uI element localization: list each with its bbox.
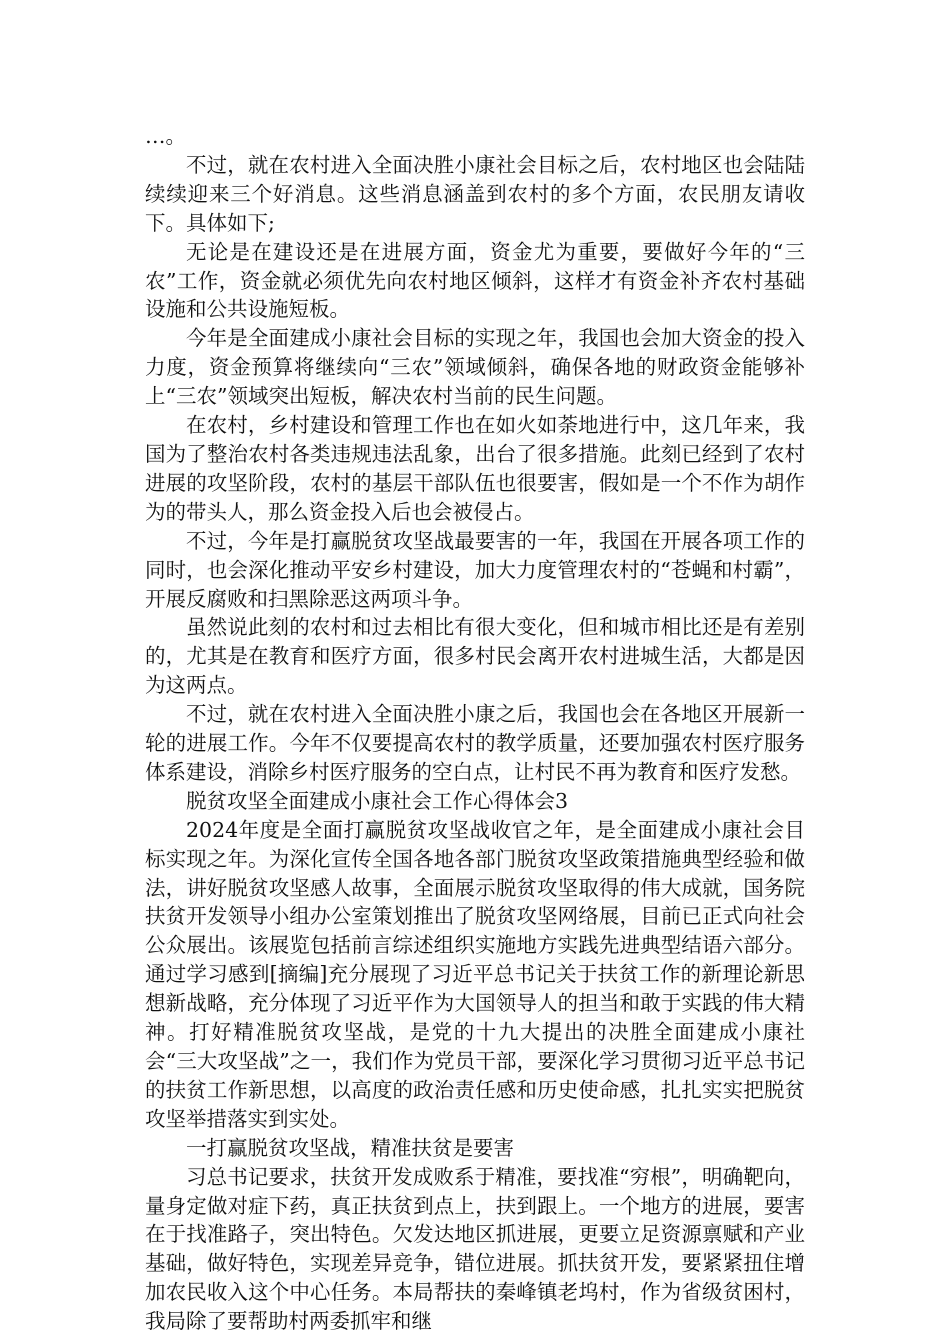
document-page bbox=[145, 122, 805, 1336]
section-heading: 脱贫攻坚全面建成小康社会工作心得体会3 bbox=[186, 788, 569, 813]
paragraph: 习总书记要求，扶贫开发成败系于精准，要找准“穷根”，明确靶向，量身定做对症下药，真正扶贫到点上，扶到跟上。一个地方的进展，要害在于找准路子，突出特色。欠发达地区抓进展，更要立足资源禀赋和产业基础，做好特色，实现差异竞争，错位进展。抓扶贫开发，要紧紧扭住增加农民收入这个中心任务。本局帮扶的秦峰镇老坞村，作为省级贫困村，我局除了要帮助村两委抓牢和继 bbox=[145, 1164, 805, 1334]
paragraph: 不过，就在农村进入全面决胜小康之后，我国也会在各地区开展新一轮的进展工作。今年不仅要提高农村的教学质量，还要加强农村医疗服务体系建设，消除乡村医疗服务的空白点，让村民不再为教育和医疗发愁。 bbox=[145, 702, 805, 784]
paragraph: 虽然说此刻的农村和过去相比有很大变化，但和城市相比还是有差别的，尤其是在教育和医疗方面，很多村民会离开农村进城生活，大都是因为这两点。 bbox=[145, 615, 805, 698]
paragraph: 不过，就在农村进入全面决胜小康社会目标之后，农村地区也会陆陆续续迎来三个好消息。这些消息涵盖到农村的多个方面，农民朋友请收下。具体如下; bbox=[145, 152, 805, 235]
paragraph: 今年是全面建成小康社会目标的实现之年，我国也会加大资金的投入力度，资金预算将继续向“三农”领域倾斜，确保各地的财政资金能够补上“三农”领域突出短板，解决农村当前的民生问题。 bbox=[145, 326, 805, 409]
paragraph: …。 bbox=[145, 124, 186, 148]
subsection-heading: 一打赢脱贫攻坚战，精准扶贫是要害 bbox=[186, 1135, 514, 1160]
paragraph: 无论是在建设还是在进展方面，资金尤为重要，要做好今年的“三农”工作，资金就必须优先向农村地区倾斜，这样才有资金补齐农村基础设施和公共设施短板。 bbox=[145, 239, 805, 322]
paragraph: 不过，今年是打赢脱贫攻坚战最要害的一年，我国在开展各项工作的同时，也会深化推动平安乡村建设，加大力度管理农村的“苍蝇和村霸”，开展反腐败和扫黑除恶这两项斗争。 bbox=[145, 528, 805, 611]
paragraph: 在农村，乡村建设和管理工作也在如火如荼地进行中，这几年来，我国为了整治农村各类违规违法乱象，出台了很多措施。此刻已经到了农村进展的攻坚阶段，农村的基层干部队伍也很要害，假如是一个不作为胡作为的带头人，那么资金投入后也会被侵占。 bbox=[145, 413, 805, 524]
paragraph: 2024年度是全面打赢脱贫攻坚战收官之年，是全面建成小康社会目标实现之年。为深化宣传全国各地各部门脱贫攻坚政策措施典型经验和做法，讲好脱贫攻坚感人故事，全面展示脱贫攻坚取得的伟大成就，国务院扶贫开发领导小组办公室策划推出了脱贫攻坚网络展，目前已正式向社会公众展出。该展览包括前言综述组织实施地方实践先进典型结语六部分。通过学习感到[摘编]充分展现了习近平总书记关于扶贫工作的新理论新思想新战略，充分体现了习近平作为大国领导人的担当和敢于实践的伟大精神。打好精准脱贫攻坚战，是党的十九大提出的决胜全面建成小康社会“三大攻坚战”之一，我们作为党员干部，要深化学习贯彻习近平总书记的扶贫工作新思想，以高度的政治责任感和历史使命感，扎扎实实把脱贫攻坚举措落实到实处。 bbox=[145, 817, 805, 1131]
